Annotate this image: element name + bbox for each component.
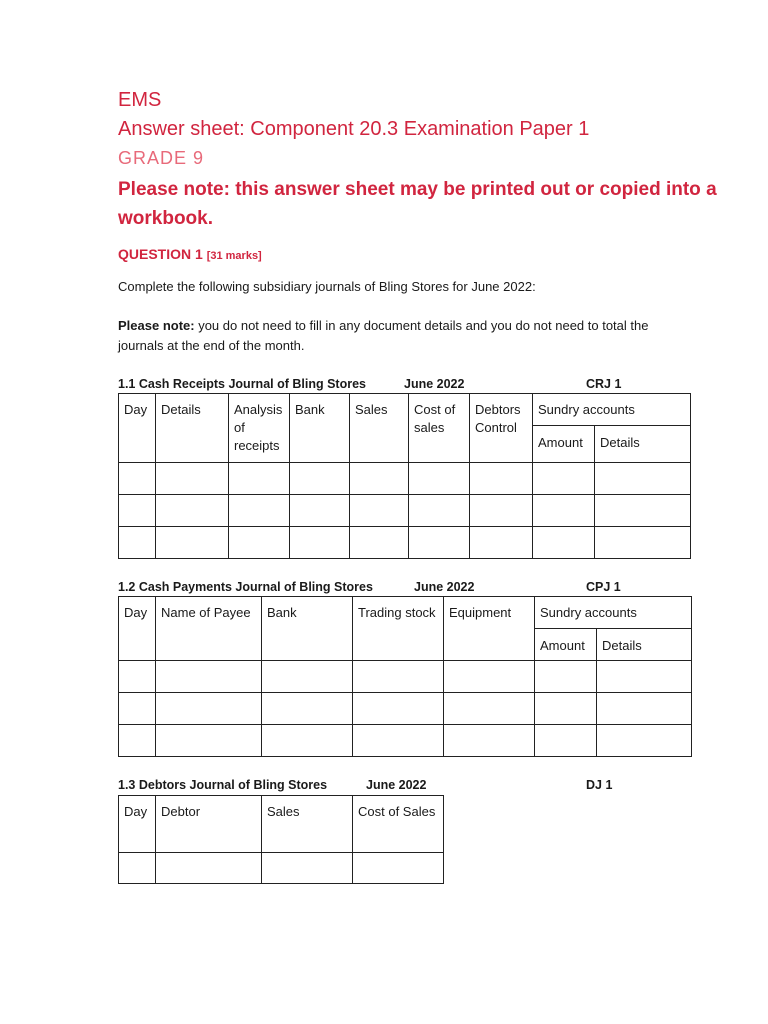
crj-ref: CRJ 1 bbox=[586, 377, 622, 391]
question-title: QUESTION 1 bbox=[118, 246, 203, 262]
dj-title: 1.3 Debtors Journal of Bling Stores bbox=[118, 778, 328, 792]
cpj-subheader-details: Details bbox=[597, 629, 692, 661]
cpj-header-sundry: Sundry accounts bbox=[535, 597, 692, 629]
please-note-text: you do not need to fill in any document details and you do not need to total the journals at the end of the month. bbox=[118, 318, 649, 353]
cpj-subheader-amount: Amount bbox=[535, 629, 597, 661]
crj-header-sundry: Sundry accounts bbox=[533, 394, 691, 426]
cpj-header-bank: Bank bbox=[262, 597, 353, 661]
table-row bbox=[119, 661, 692, 693]
table-row bbox=[119, 463, 691, 495]
cpj-header-equipment: Equipment bbox=[444, 597, 535, 661]
crj-header-sales: Sales bbox=[350, 394, 409, 463]
dj-header-day: Day bbox=[119, 796, 156, 853]
table-row bbox=[119, 495, 691, 527]
dj-header-debtor: Debtor bbox=[156, 796, 262, 853]
question-heading bbox=[118, 246, 262, 262]
crj-table bbox=[118, 393, 691, 559]
crj-header-debtors-control: Debtors Control bbox=[470, 394, 533, 463]
answer-sheet-title: Answer sheet: Component 20.3 Examination Paper 1 bbox=[118, 118, 590, 140]
please-note-label: Please note: bbox=[118, 318, 195, 333]
cpj-header-trading-stock: Trading stock bbox=[353, 597, 444, 661]
dj-month: June 2022 bbox=[366, 778, 427, 792]
cpj-header-day: Day bbox=[119, 597, 156, 661]
table-row bbox=[119, 853, 444, 884]
dj-table bbox=[118, 795, 444, 884]
dj-header-sales: Sales bbox=[262, 796, 353, 853]
table-row bbox=[119, 725, 692, 757]
crj-header-cost-of-sales: Cost of sales bbox=[409, 394, 470, 463]
dj-header-cost-of-sales: Cost of Sales bbox=[353, 796, 444, 853]
table-row bbox=[119, 693, 692, 725]
crj-title: 1.1 Cash Receipts Journal of Bling Stores bbox=[118, 377, 366, 391]
crj-header-analysis: Analysis of receipts bbox=[229, 394, 290, 463]
cpj-month: June 2022 bbox=[414, 580, 475, 594]
cpj-title: 1.2 Cash Payments Journal of Bling Stores bbox=[118, 580, 373, 594]
cpj-table bbox=[118, 596, 692, 757]
grade-label: GRADE 9 bbox=[118, 148, 205, 168]
cpj-header-name-of-payee: Name of Payee bbox=[156, 597, 262, 661]
dj-ref: DJ 1 bbox=[586, 778, 613, 792]
table-row bbox=[119, 527, 691, 559]
crj-header-day: Day bbox=[119, 394, 156, 463]
crj-subheader-amount: Amount bbox=[533, 426, 595, 463]
please-note-paragraph bbox=[118, 316, 658, 356]
instruction-text: Complete the following subsidiary journals of Bling Stores for June 2022: bbox=[118, 279, 536, 294]
crj-header-details: Details bbox=[156, 394, 229, 463]
question-marks: [31 marks] bbox=[206, 250, 262, 262]
cpj-ref: CPJ 1 bbox=[586, 580, 621, 594]
subject-title: EMS bbox=[118, 89, 162, 111]
crj-month: June 2022 bbox=[404, 377, 465, 391]
crj-header-bank: Bank bbox=[290, 394, 350, 463]
crj-subheader-details: Details bbox=[595, 426, 691, 463]
print-note: Please note: this answer sheet may be printed out or copied into a workbook. bbox=[118, 179, 717, 229]
